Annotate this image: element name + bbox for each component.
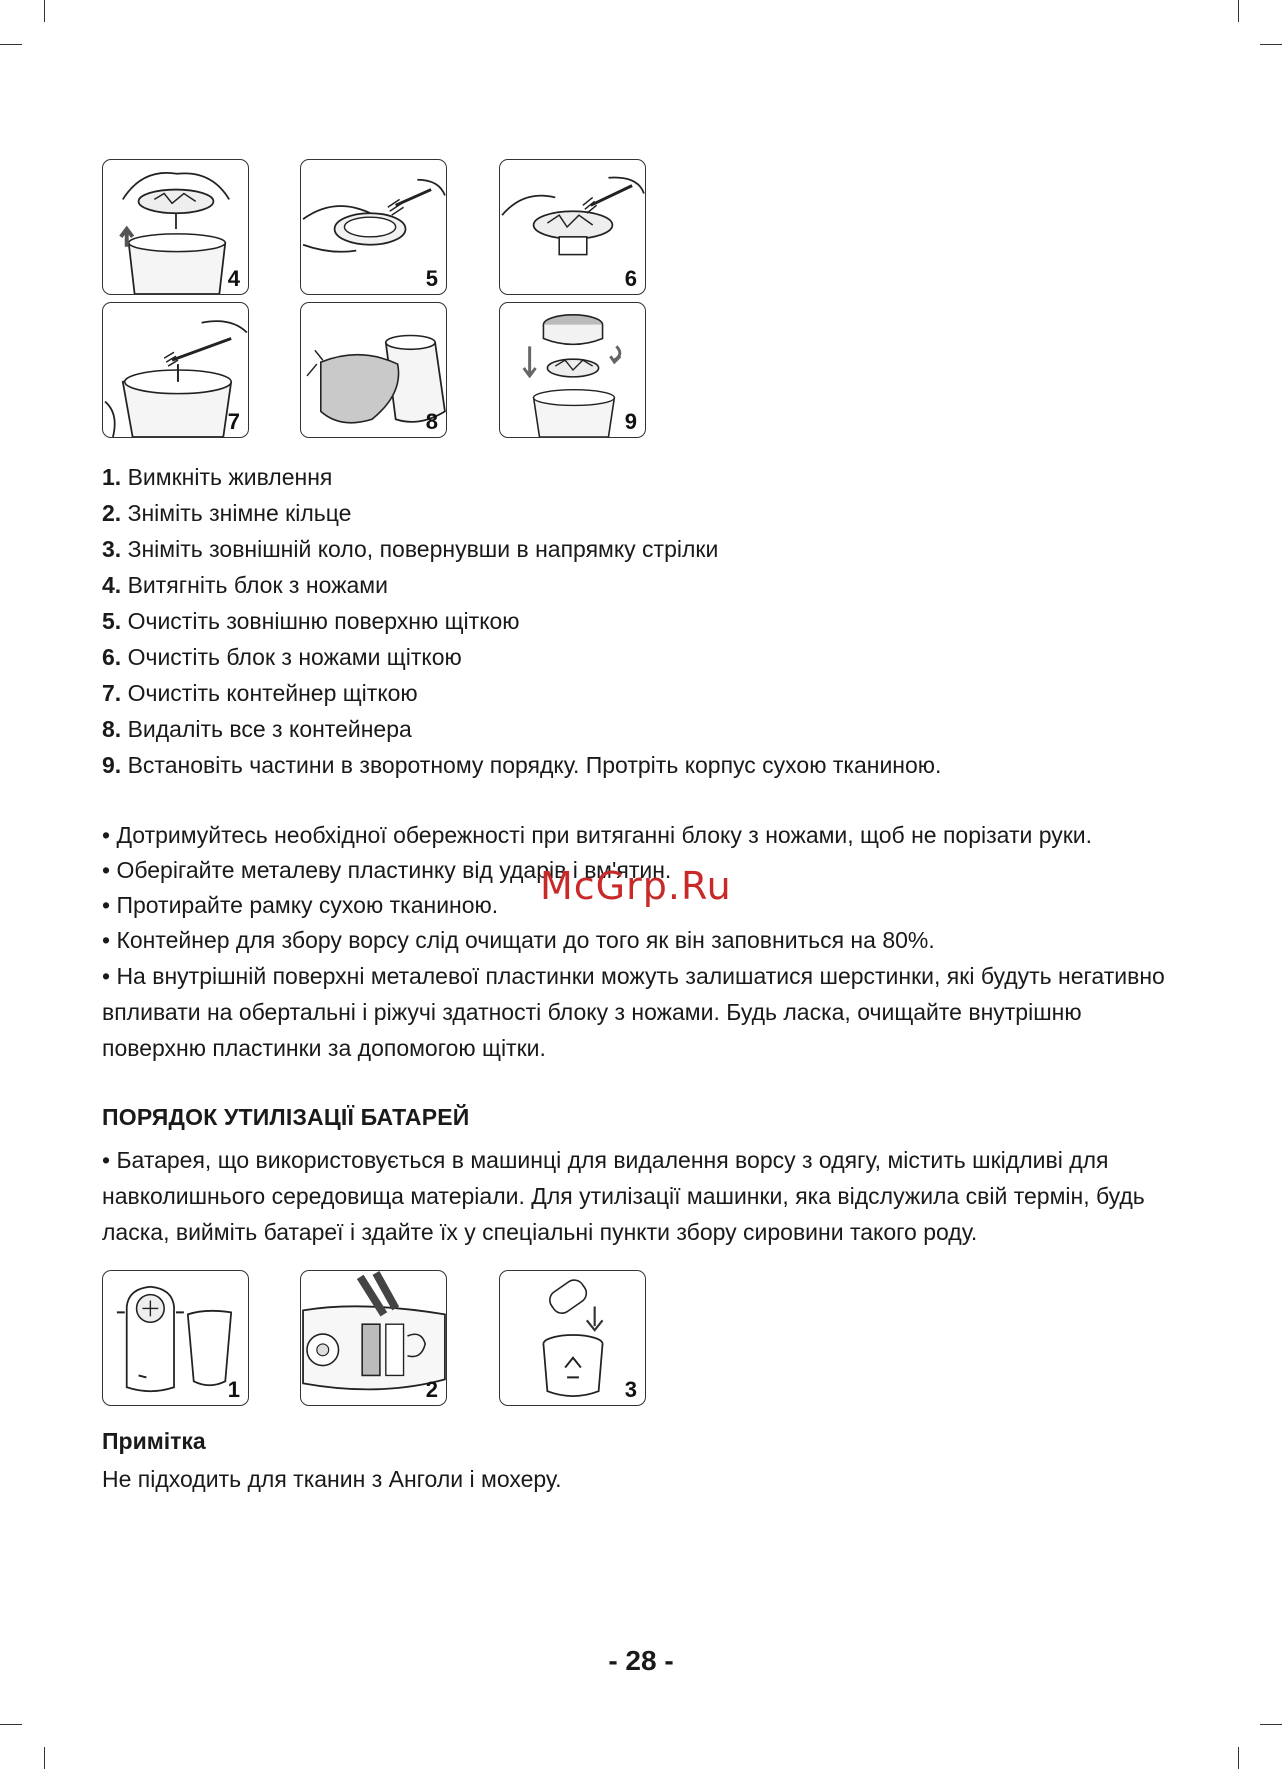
step-number: 5. [102, 608, 122, 634]
caution-text: • Протирайте рамку сухою тканиною. [102, 892, 499, 918]
figure-number: 1 [227, 1377, 240, 1402]
list-item [102, 603, 941, 639]
figure-number: 9 [624, 409, 637, 434]
list-item [102, 711, 941, 747]
figure-step-8 [300, 302, 447, 438]
step-text: Витягніть блок з ножами [121, 572, 388, 598]
list-item [102, 639, 941, 675]
figure-number: 3 [624, 1377, 637, 1402]
list-item [102, 567, 941, 603]
figure-battery-2 [300, 1270, 447, 1406]
brush-outer-surface-illustration [301, 160, 446, 294]
crop-mark [44, 0, 45, 22]
list-item [102, 495, 941, 531]
step-text: Очистіть контейнер щіткою [121, 680, 418, 706]
step-text: Зніміть зовнішній коло, повернувши в напрямку стрілки [121, 536, 719, 562]
crop-mark [1260, 44, 1282, 45]
remove-battery-illustration [301, 1271, 446, 1405]
brush-container-illustration [103, 303, 248, 437]
caution-text: • На внутрішній поверхні металевої пластинки можуть залишатися шерстинки, які будуть негативно впливати на обертальні і ріжучі здатності блоку з ножами. Будь ласка, очищайте внутрішню поверхню пластинки за допомогою щітки. [102, 963, 1165, 1061]
caution-text: • Контейнер для збору ворсу слід очищати до того як він заповниться на 80%. [102, 927, 935, 953]
step-number: 8. [102, 716, 122, 742]
note-title: Примітка [102, 1428, 206, 1454]
figure-number: 5 [425, 266, 438, 291]
figure-step-4 [102, 159, 249, 295]
note-text: Не підходить для тканин з Анголи і мохеру. [102, 1466, 562, 1492]
figure-number: 6 [624, 266, 637, 291]
crop-mark [1238, 0, 1239, 22]
reassemble-parts-illustration [500, 303, 645, 437]
page-number: - 28 - [608, 1645, 674, 1676]
figure-step-6 [499, 159, 646, 295]
step-text: Видаліть все з контейнера [121, 716, 412, 742]
crop-mark [0, 1724, 22, 1725]
caution-text: • Оберігайте металеву пластинку від ударів і вм'ятин. [102, 857, 672, 883]
list-item [102, 747, 941, 783]
figure-step-5 [300, 159, 447, 295]
step-number: 1. [102, 464, 122, 490]
step-number: 3. [102, 536, 122, 562]
caution-text: • Дотримуйтесь необхідної обережності при витяганні блоку з ножами, щоб не порізати руки. [102, 822, 1093, 848]
open-battery-cover-illustration [103, 1271, 248, 1405]
crop-mark [1260, 1724, 1282, 1725]
step-text: Зніміть знімне кільце [121, 500, 352, 526]
list-item [102, 675, 941, 711]
figure-number: 2 [425, 1377, 438, 1402]
crop-mark [44, 1747, 45, 1769]
step-number: 6. [102, 644, 122, 670]
step-number: 2. [102, 500, 122, 526]
list-item [102, 531, 941, 567]
watermark: McGrp.Ru [540, 864, 732, 908]
recycle-bin-illustration [500, 1271, 645, 1405]
figure-number: 4 [227, 266, 240, 291]
crop-mark [0, 44, 22, 45]
figure-number: 7 [227, 409, 240, 434]
step-number: 9. [102, 752, 122, 778]
list-item [102, 459, 941, 495]
step-number: 7. [102, 680, 122, 706]
figure-battery-1 [102, 1270, 249, 1406]
brush-blade-unit-illustration [500, 160, 645, 294]
cleaning-steps-list [102, 459, 941, 783]
remove-blade-unit-illustration [103, 160, 248, 294]
section-heading: ПОРЯДОК УТИЛІЗАЦІЇ БАТАРЕЙ [102, 1104, 470, 1130]
empty-container-illustration [301, 303, 446, 437]
step-text: Очистіть зовнішню поверхню щіткою [121, 608, 520, 634]
figure-step-9 [499, 302, 646, 438]
step-number: 4. [102, 572, 122, 598]
step-text: Очистіть блок з ножами щіткою [121, 644, 462, 670]
step-text: Встановіть частини в зворотному порядку. Протріть корпус сухою тканиною. [121, 752, 942, 778]
figure-number: 8 [425, 409, 438, 434]
crop-mark [1238, 1747, 1239, 1769]
step-text: Вимкніть живлення [121, 464, 333, 490]
figure-step-7 [102, 302, 249, 438]
figure-battery-3 [499, 1270, 646, 1406]
battery-disposal-text: • Батарея, що використовується в машинці для видалення ворсу з одягу, містить шкідливі для навколишнього середовища матеріали. Для утилізації машинки, яка відслужила свій термін, будь ласка, вийміть батареї і здайте їх у спеціальні пункти збору сировини такого роду. [102, 1147, 1145, 1245]
